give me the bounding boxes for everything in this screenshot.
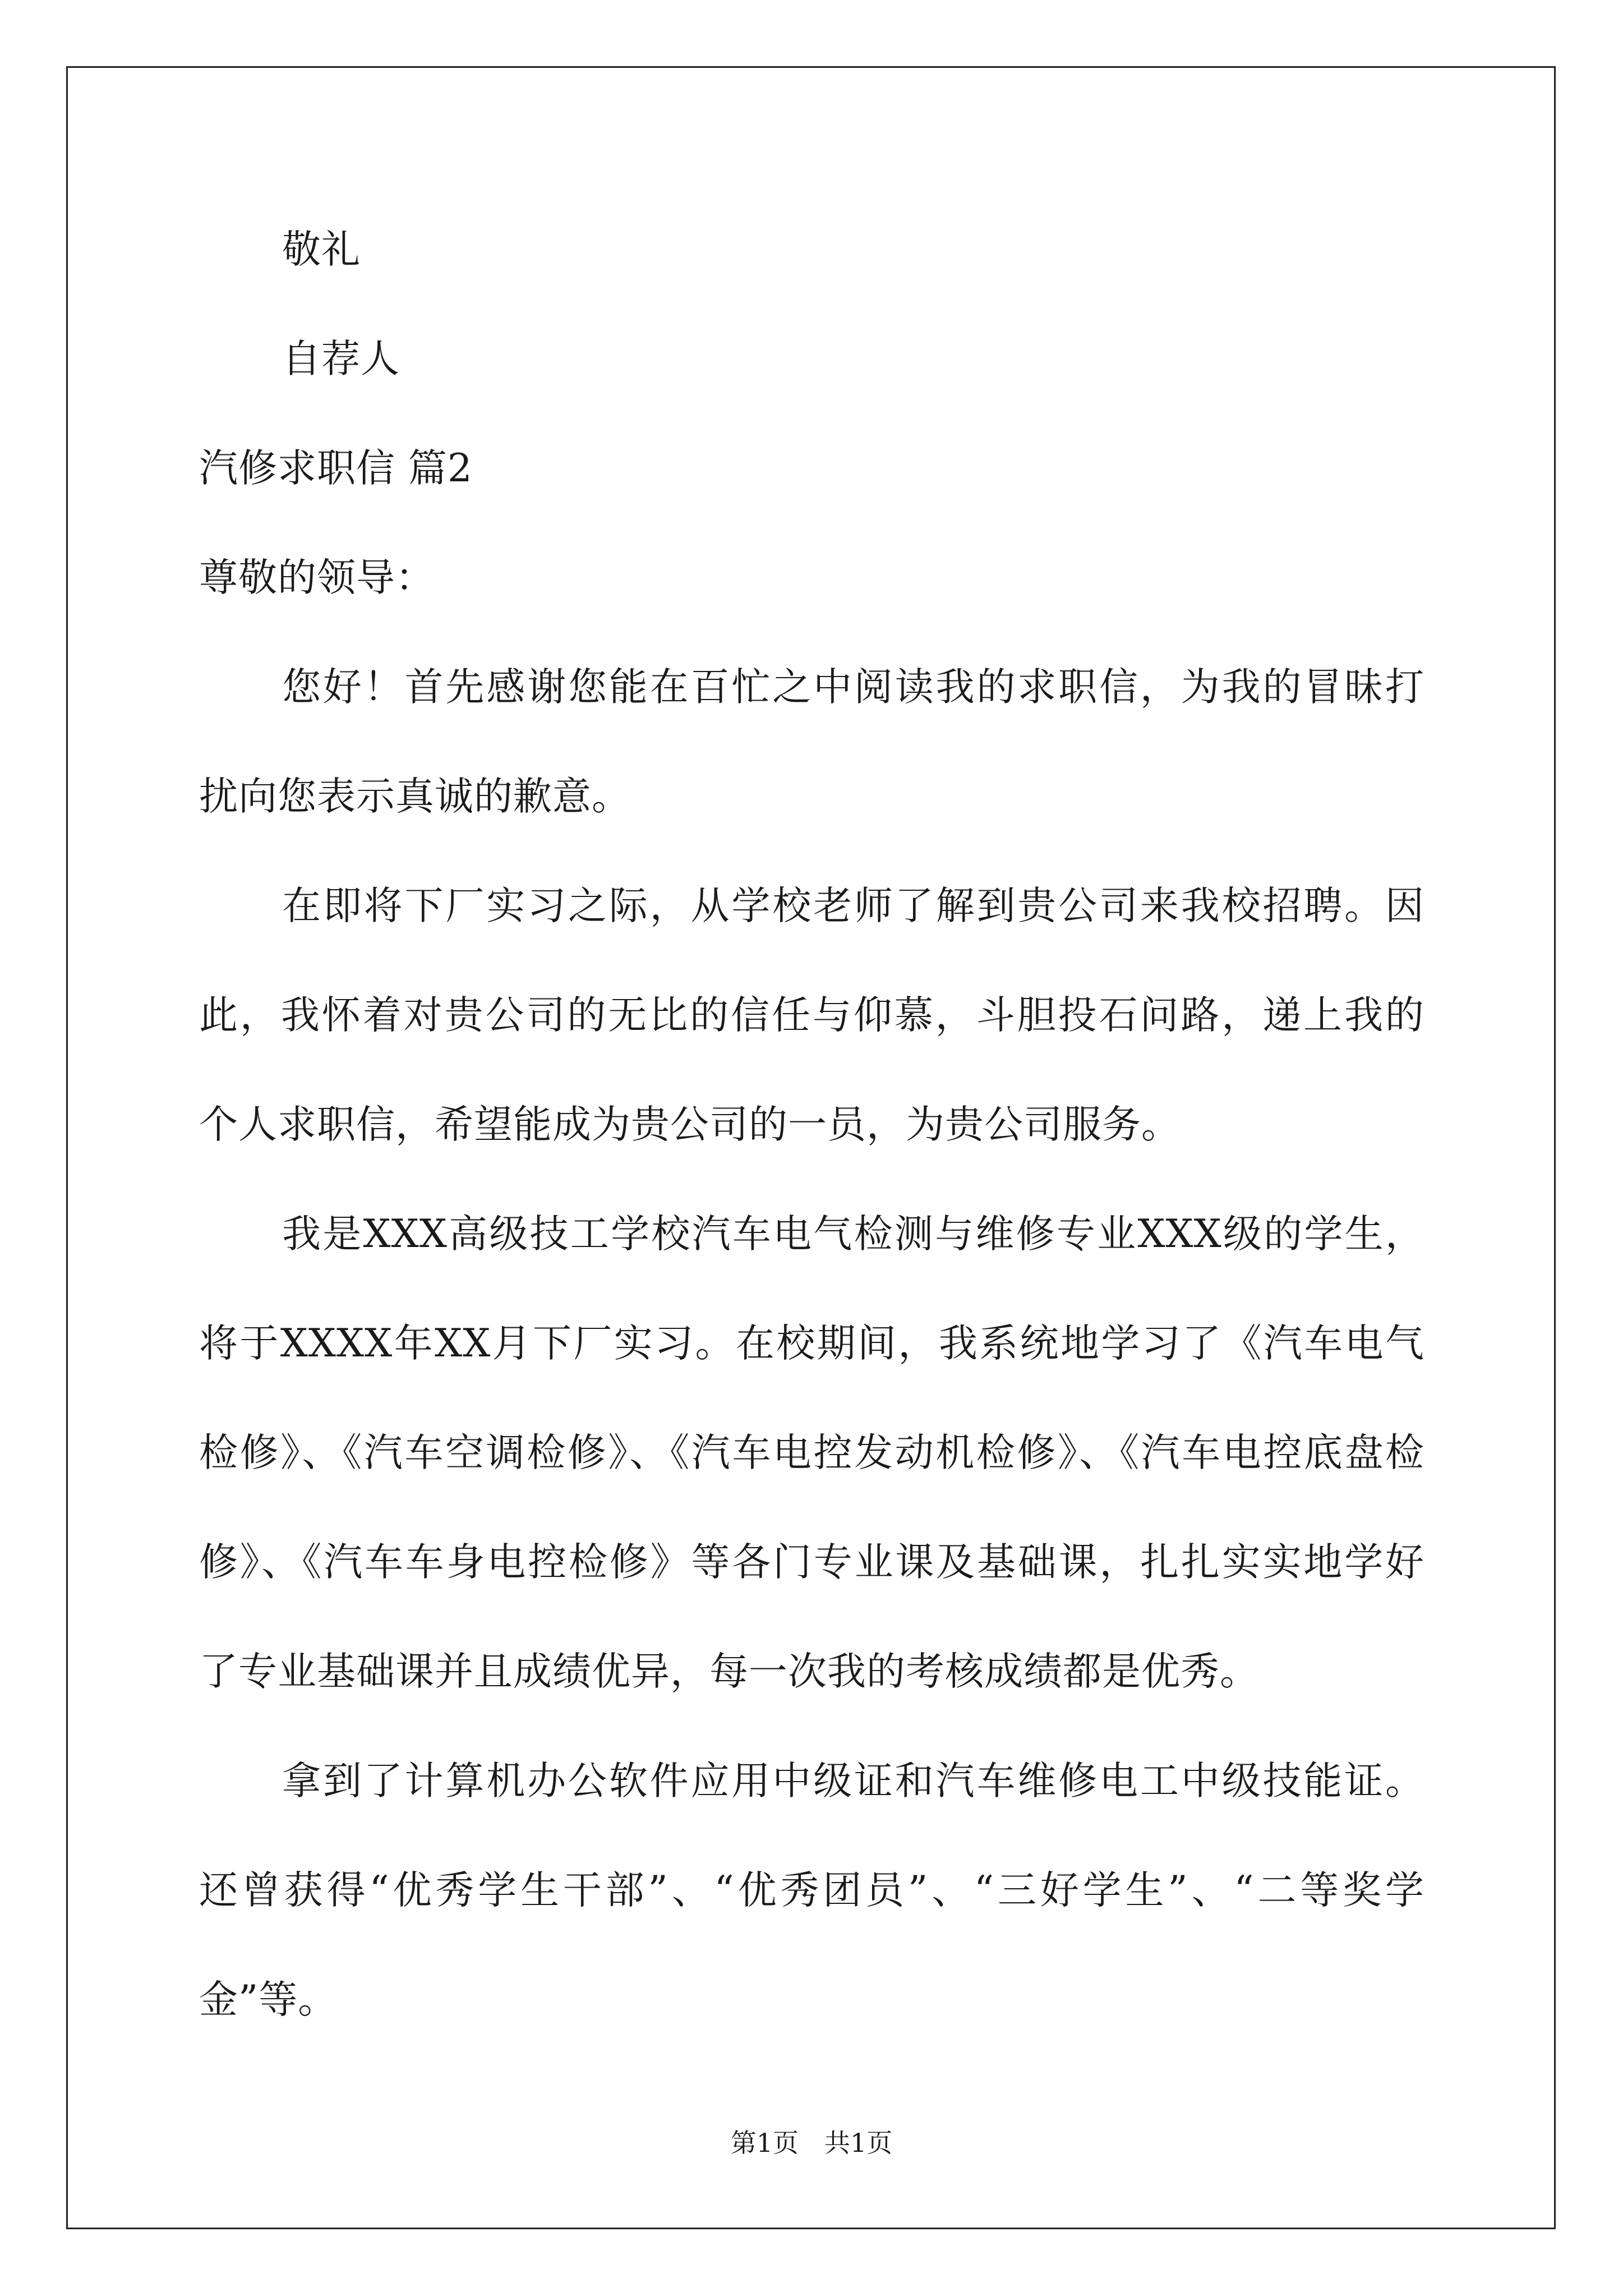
salutation: 尊敬的领导： <box>199 555 435 600</box>
section-title: 汽修求职信 篇2 <box>199 446 473 491</box>
page-footer: 第1页 共1页 <box>730 2128 893 2158</box>
paragraph-line: 检修》、《汽车空调检修》、《汽车电控发动机检修》、《汽车电控底盘检 <box>199 1430 1424 1475</box>
paragraph-line: 拿到了计算机办公软件应用中级证和汽车维修电工中级技能证。 <box>282 1759 1424 1803</box>
paragraph-line: 您好！首先感谢您能在百忙之中阅读我的求职信，为我的冒昧打 <box>282 665 1424 710</box>
closing-text: 敬礼 <box>282 227 361 272</box>
paragraph-line: 还曾获得“优秀学生干部”、“优秀团员”、“三好学生”、“二等奖学 <box>199 1868 1424 1913</box>
paragraph-line: 此，我怀着对贵公司的无比的信任与仰慕，斗胆投石问路，递上我的 <box>199 993 1424 1038</box>
paragraph-line: 我是XXX高级技工学校汽车电气检测与维修专业XXX级的学生， <box>282 1212 1424 1257</box>
paragraph-line: 修》、《汽车车身电控检修》等各门专业课及基础课，扎扎实实地学好 <box>199 1540 1424 1585</box>
paragraph-line: 将于XXXX年XX月下厂实习。在校期间，我系统地学习了《汽车电气 <box>199 1321 1424 1366</box>
paragraph-line: 扰向您表示真诚的歉意。 <box>199 774 631 819</box>
paragraph-line: 了专业基础课并且成绩优异，每一次我的考核成绩都是优秀。 <box>199 1649 1259 1694</box>
paragraph-line: 在即将下厂实习之际，从学校老师了解到贵公司来我校招聘。因 <box>282 884 1424 928</box>
signature-text: 自荐人 <box>282 337 400 381</box>
paragraph-line: 金”等。 <box>199 1977 338 2022</box>
paragraph-line: 个人求职信，希望能成为贵公司的一员，为贵公司服务。 <box>199 1102 1181 1147</box>
